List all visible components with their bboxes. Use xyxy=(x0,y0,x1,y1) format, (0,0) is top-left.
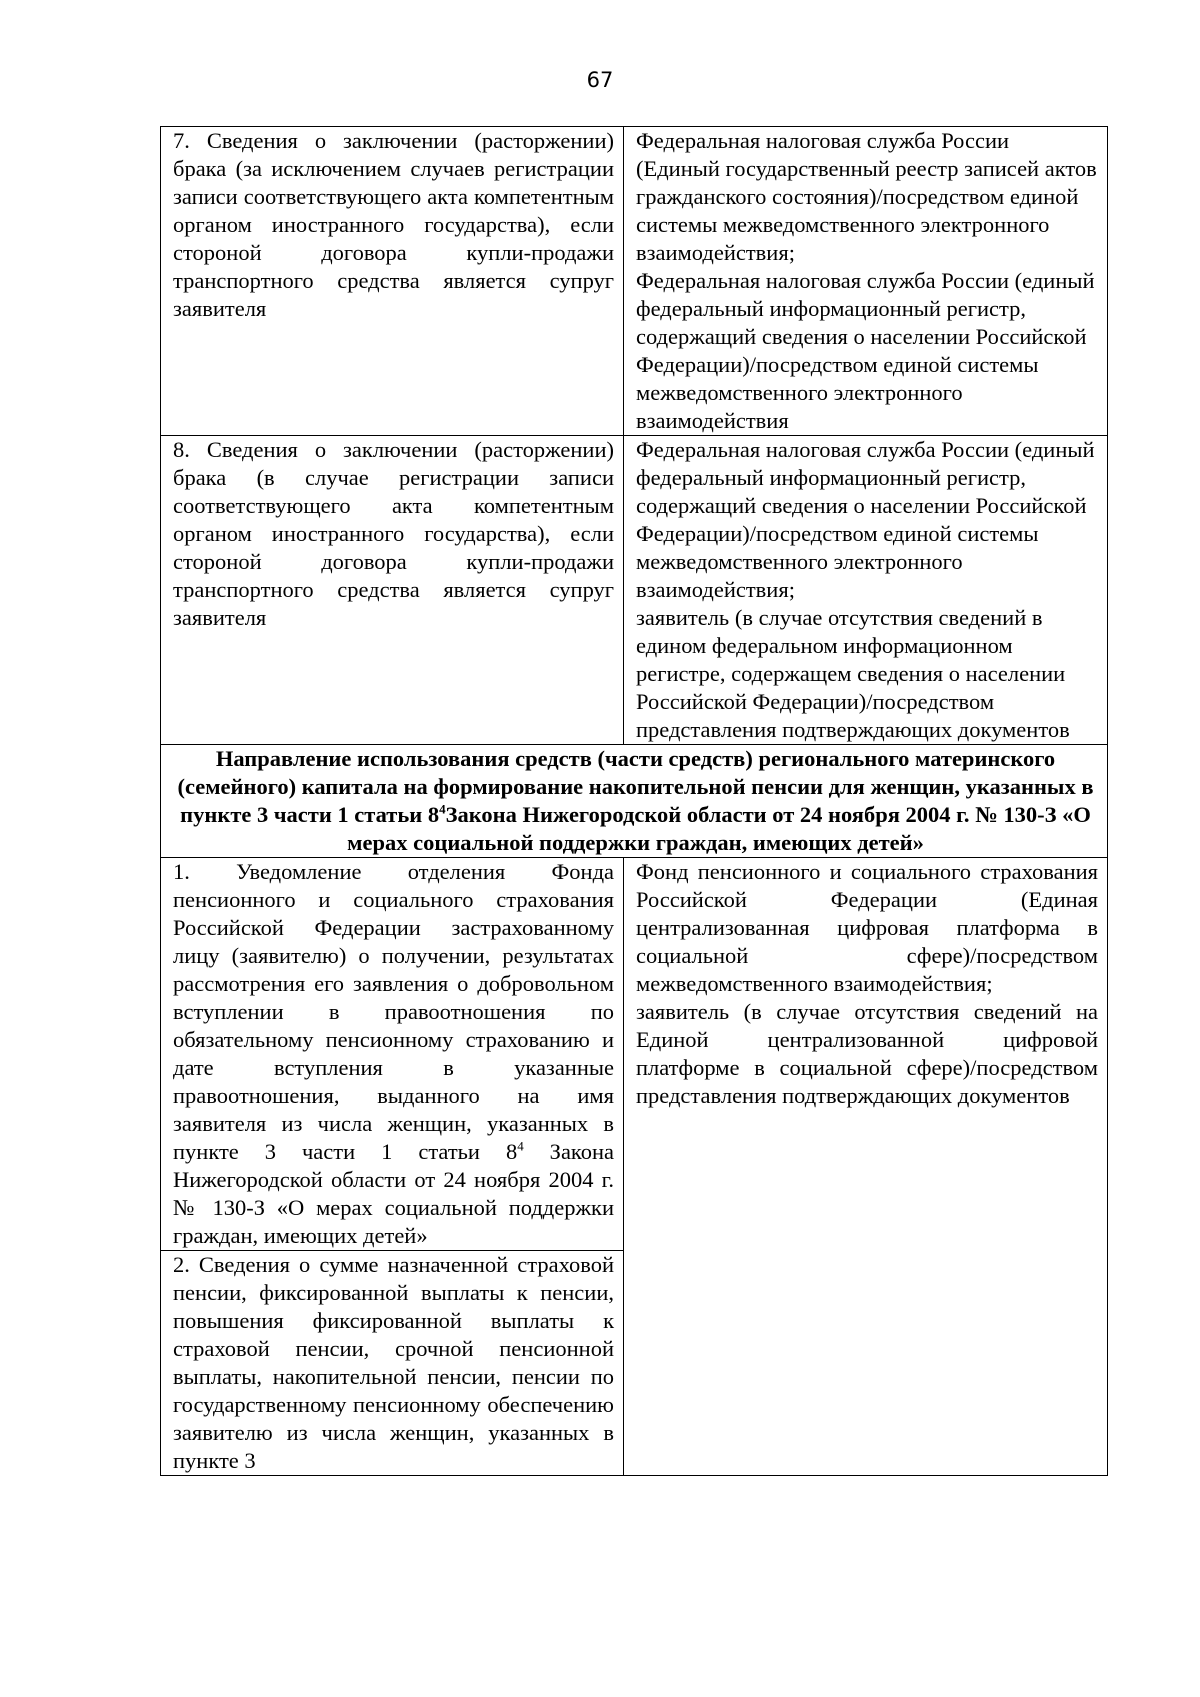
section-source xyxy=(624,858,1108,1476)
section-heading-text-2: Закона Нижегородской области от 24 ноября 2004 г. № 130-З «О мерах социальной поддержки граждан, имеющих детей» xyxy=(347,802,1091,855)
section-heading-superscript: 4 xyxy=(439,801,446,817)
row-8-document-text: 8. Сведения о заключении (расторжении) брака (в случае регистрации записи соответствующего акта компетентным органом иностранного государства), если стороной договора купли-продажи транспортного средства является супруг заявителя xyxy=(173,437,614,630)
page-number: 67 xyxy=(586,68,614,92)
row-8-source-text-2: заявитель (в случае отсутствия сведений в едином федеральном информационном регистре, содержащем сведения о населении Российской Федерации)/посредством представления подтверждающих документов xyxy=(636,605,1070,742)
item-2-document-text: 2. Сведения о сумме назначенной страховой пенсии, фиксированной выплаты к пенсии, повышения фиксированной выплаты к страховой пенсии, срочной пенсионной выплаты, накопительной пенсии, пенсии по государственному пенсионному обеспечению заявителю из числа женщин, указанных в пункте 3 xyxy=(173,1252,614,1473)
item-1-superscript: 4 xyxy=(517,1138,524,1154)
row-7-document xyxy=(161,127,624,436)
item-1-document-text-1: 1. Уведомление отделения Фонда пенсионного и социального страхования Российской Федерации застрахованному лицу (заявителю) о получении, результатах рассмотрения его заявления о добровольном вступлении в правоотношения по обязательному пенсионному страхованию и дате вступления в указанные правоотношения, выданного на имя заявителя из числа женщин, указанных в пункте 3 части 1 статьи 8 xyxy=(173,859,614,1164)
section-source-text-2: заявитель (в случае отсутствия сведений на Единой централизованной цифровой платформе в социальной сфере)/посредством представления подтверждающих документов xyxy=(636,999,1098,1108)
row-7-document-text: 7. Сведения о заключении (расторжении) брака (за исключением случаев регистрации записи соответствующего акта компетентным органом иностранного государства), если стороной договора купли-продажи транспортного средства является супруг заявителя xyxy=(173,128,614,321)
item-2-document xyxy=(161,1251,624,1476)
section-heading-text-1: Направление использования средств (части средств) регионального материнского (семейного) капитала на формирование накопительной пенсии для женщин, указанных в пункте 3 части 1 статьи 8 xyxy=(177,746,1094,827)
section-heading xyxy=(161,745,1108,858)
table-row xyxy=(161,127,1108,436)
row-7-source xyxy=(624,127,1108,436)
row-8-document xyxy=(161,436,624,745)
table-row xyxy=(161,858,1108,1251)
section-source-text-1: Фонд пенсионного и социального страхования Российской Федерации (Единая централизованная цифровая платформа в социальной сфере)/посредством межведомственного взаимодействия; xyxy=(636,859,1098,996)
item-1-document xyxy=(161,858,624,1251)
row-7-source-text-1: Федеральная налоговая служба России (Единый государственный реестр записей актов гражданского состояния)/посредством единой системы межведомственного электронного взаимодействия; xyxy=(636,128,1097,265)
table-row xyxy=(161,436,1108,745)
row-8-source xyxy=(624,436,1108,745)
row-7-source-text-2: Федеральная налоговая служба России (единый федеральный информационный регистр, содержащий сведения о населении Российской Федерации)/посредством единой системы межведомственного электронного взаимодействия xyxy=(636,268,1095,433)
row-8-source-text-1: Федеральная налоговая служба России (единый федеральный информационный регистр, содержащий сведения о населении Российской Федерации)/посредством единой системы межведомственного электронного взаимодействия; xyxy=(636,437,1095,602)
document-table xyxy=(160,126,1108,1476)
section-heading-row xyxy=(161,745,1108,858)
item-1-document-text-2: Закона Нижегородской области от 24 ноября 2004 г. № 130-З «О мерах социальной поддержки граждан, имеющих детей» xyxy=(173,1139,614,1248)
